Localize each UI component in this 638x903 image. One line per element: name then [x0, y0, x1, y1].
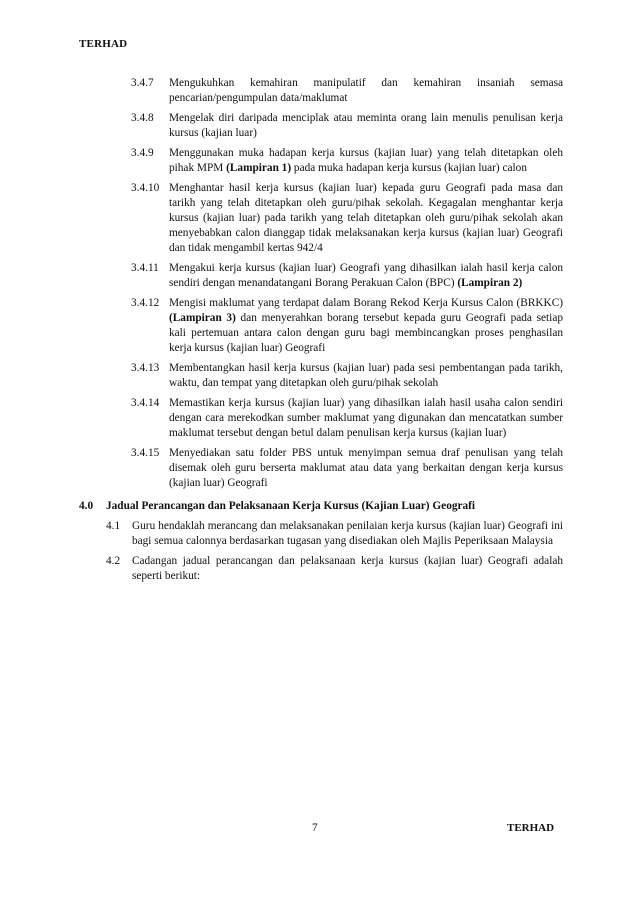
section-title: Jadual Perancangan dan Pelaksanaan Kerja Kursus (Kajian Luar) Geografi: [106, 500, 476, 512]
item-text: Menghantar hasil kerja kursus (kajian luar) kepada guru Geografi pada masa dan tarikh yang telah ditetapkan oleh guru/pihak sekolah. Kegagalan menghantar kerja kursus (kajian luar) pada tarikh yang telah ditetapkan oleh guru/pihak sekolah akan menyebabkan calon dianggap tidak melaksanakan kerja kursus (kajian luar) Geografi dan tidak mengambil kertas 942/4: [169, 182, 563, 254]
item-text: Mengakui kerja kursus (kajian luar) Geografi yang dihasilkan ialah hasil kerja calon sendiri dengan menandatangani Borang Perakuan Calon (BPC) (Lampiran 2): [169, 262, 563, 289]
item-text: Menggunakan muka hadapan kerja kursus (kajian luar) yang telah ditetapkan oleh pihak MPM (Lampiran 1) pada muka hadapan kerja kursus (kajian luar) calon: [169, 147, 563, 174]
item-text: Membentangkan hasil kerja kursus (kajian luar) pada sesi pembentangan pada tarikh, waktu, dan tempat yang ditetapkan oleh guru/pihak sekolah: [169, 362, 563, 389]
item-number: 3.4.7: [131, 77, 154, 89]
list-item: [79, 146, 563, 176]
item-number: 3.4.11: [131, 262, 159, 274]
list-item: [79, 76, 563, 106]
item-text: Mengelak diri daripada menciplak atau meminta orang lain menulis penulisan kerja kursus (kajian luar): [169, 112, 563, 139]
item-number: 3.4.13: [131, 362, 160, 374]
item-number: 3.4.8: [131, 112, 154, 124]
list-item: [79, 111, 563, 141]
item-text: Menyediakan satu folder PBS untuk menyimpan semua draf penulisan yang telah disemak oleh guru berserta maklumat atau data yang berkaitan dengan kerja kursus (kajian luar) Geografi: [169, 447, 563, 489]
item-text: Mengisi maklumat yang terdapat dalam Borang Rekod Kerja Kursus Calon (BRKKC) (Lampiran 3) dan menyerahkan borang tersebut kepada guru Geografi pada setiap kali pertemuan antara calon dengan guru bagi membincangkan proses penghasilan kerja kursus (kajian luar) Geografi: [169, 297, 563, 354]
section-heading: [79, 499, 563, 514]
appendix-reference: (Lampiran 2): [457, 277, 523, 289]
list-item: [79, 296, 563, 356]
list-item: [79, 261, 563, 291]
item-text: Memastikan kerja kursus (kajian luar) yang dihasilkan ialah hasil usaha calon sendiri dengan cara merekodkan sumber maklumat yang digunakan dan mencatatkan sumber maklumat tersebut dengan betul dalam penulisan kerja kursus (kajian luar): [169, 397, 563, 439]
list-item: [79, 446, 563, 491]
sub-item-number: 4.1: [106, 520, 121, 532]
appendix-reference: (Lampiran 1): [226, 162, 292, 174]
footer-classification-mark: TERHAD: [507, 822, 555, 834]
list-item: [79, 181, 563, 256]
item-number: 3.4.12: [131, 297, 160, 309]
sub-item: [79, 519, 563, 549]
item-number: 3.4.15: [131, 447, 160, 459]
list-item: [79, 361, 563, 391]
sub-item-number: 4.2: [106, 555, 121, 567]
appendix-reference: (Lampiran 3): [169, 312, 236, 324]
sub-item-text: Guru hendaklah merancang dan melaksanakan penilaian kerja kursus (kajian luar) Geografi ini bagi semua calonnya berdasarkan tugasan yang disediakan oleh Majlis Peperiksaan Malaysia: [132, 520, 563, 547]
document-body: [79, 76, 563, 589]
header-classification-mark: TERHAD: [79, 38, 128, 50]
sub-item-text: Cadangan jadual perancangan dan pelaksanaan kerja kursus (kajian luar) Geografi adalah seperti berikut:: [132, 555, 563, 582]
section-number: 4.0: [79, 500, 94, 512]
sub-item: [79, 554, 563, 584]
item-number: 3.4.14: [131, 397, 160, 409]
item-number: 3.4.10: [131, 182, 160, 194]
item-text: Mengukuhkan kemahiran manipulatif dan kemahiran insaniah semasa pencarian/pengumpulan data/maklumat: [169, 77, 563, 104]
page-number: 7: [312, 822, 318, 834]
list-item: [79, 396, 563, 441]
item-number: 3.4.9: [131, 147, 154, 159]
